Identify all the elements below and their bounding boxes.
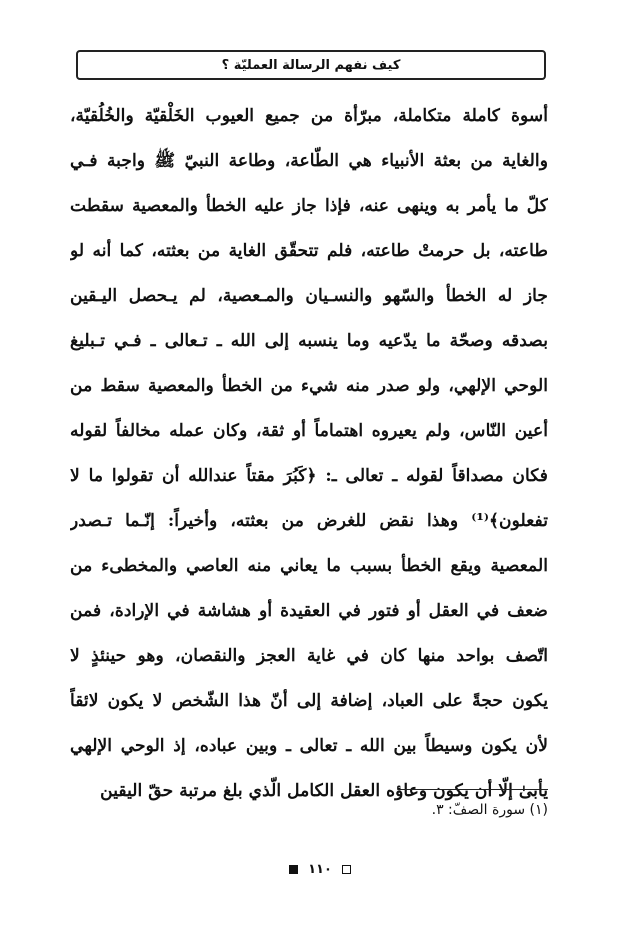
body-text [70, 94, 548, 814]
text-line: والغاية من بعثة الأنبياء هي الطّاعة، وطاعة النبيّ ﷺ واجبة فـي [70, 151, 548, 171]
text-line: يأبىٰ إلّا أن يكون وعاؤه العقل الكامل الّذي بلغ مرتبة حقّ اليقين [100, 781, 548, 801]
text-line: فكان مصداقاً لقوله ـ تعالى ـ: ﴿كَبُرَ مقتاً عندالله أن تقولوا ما لا [70, 466, 548, 486]
text-line: اتّصف بواحد منها كان في غاية العجز والنقصان، وهو حينئذٍ لا [70, 646, 548, 666]
footnote-divider [398, 789, 548, 790]
text-line: لأن يكون وسيطاً بين الله ـ تعالى ـ وبين عباده، إذ الوحي الإلهي [70, 736, 548, 756]
text-line: الوحي الإلهي، ولو صدر منه شيء من الخطأ والمعصية سقط من [70, 376, 548, 396]
text-line: جاز له الخطأ والسّهو والنسـيان والمـعصية، لم يـحصل اليـقين [70, 286, 548, 306]
running-header [76, 50, 546, 80]
text-line: ضعف في العقل أو فتور في العقيدة أو هشاشة في الإرادة، فمن [70, 601, 548, 621]
text-line: طاعته، بل حرمتْ طاعته، فلم تتحقّق الغاية من بعثته، كما أنه لو [70, 241, 548, 261]
text-line: أسوة كاملة متكاملة، مبرّأة من جميع العيوب الخَلْقيّة والخُلُقيّة، [70, 106, 548, 126]
page-number: ١١٠ [308, 862, 332, 877]
hollow-square-icon [342, 865, 351, 874]
text-line: أعين النّاس، ولم يعيروه اهتماماً أو ثقة، وكان عمله مخالفاً لقوله [70, 421, 548, 441]
text-line: بصدقه وصحّة ما يدّعيه وما ينسبه إلى الله ـ تـعالى ـ فـي تـبليغ [70, 331, 548, 351]
text-line: المعصية ويقع الخطأ بسبب ما يعاني منه العاصي والمخطىء من [70, 556, 548, 576]
text-line: تفعلون﴾⁽¹⁾ وهذا نقض للغرض من بعثته، وأخيراً: إنّـما تـصدر [70, 511, 548, 531]
running-header-title: كيف نفهم الرسالة العمليّة ؟ [221, 57, 401, 73]
text-line: يكون حجةً على العباد، إضافة إلى أنّ هذا الشّخص لا يكون لائقاً [70, 691, 548, 711]
text-line: كلّ ما يأمر به وينهى عنه، فإذا جاز عليه الخطأ والمعصية سقطت [70, 196, 548, 216]
page-number-row [250, 862, 390, 877]
footnote: (١) سورة الصفّ: ٣. [431, 802, 548, 818]
filled-square-icon [289, 865, 298, 874]
